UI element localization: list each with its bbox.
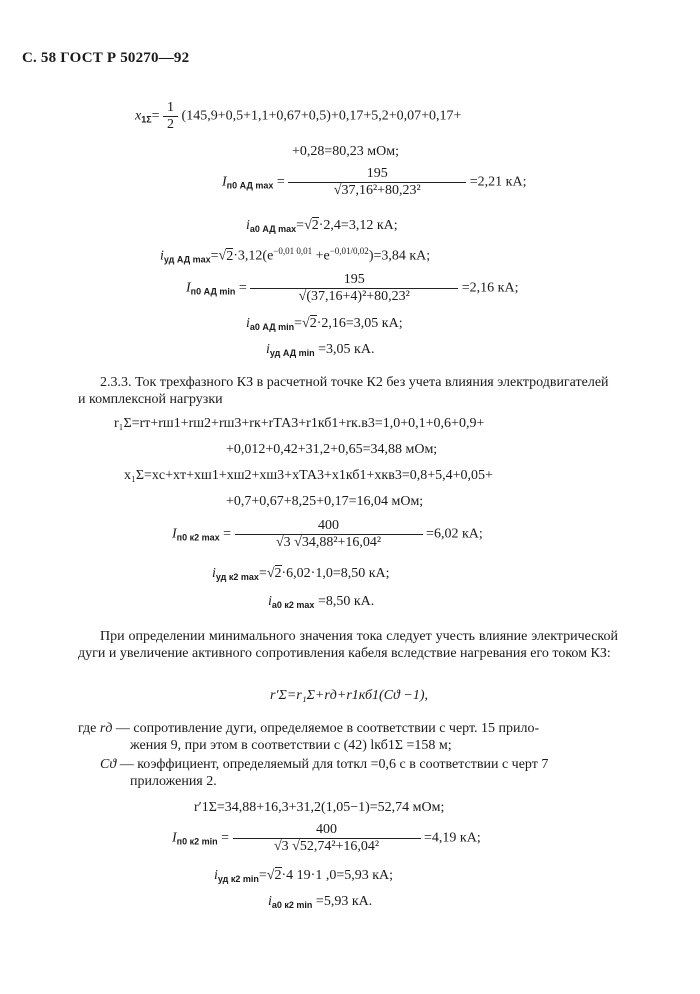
equation-iud-ad-min: $i_{уд АД min} =3,05$ кА.	[266, 342, 375, 358]
equation-x1-sigma-k2-cont: +0,7+0,67+8,25+0,17=16,04 мОм;	[226, 494, 424, 509]
where-item-rd-cont: жения 9, при этом в соответствии с (42) lкб1Σ =158 м;	[130, 738, 452, 753]
equation-iud-ad-max: $i_{уд АД max}=√2\cdot 3,12(e^{-0,01 0,01} +e^{-0,01/0,02})=3,84$ кА;	[160, 246, 431, 265]
equation-iud-k2-min: $i_{уд к2 min}=√2\cdot 4$ 19·1 ,0=5,93 кА;	[214, 868, 394, 884]
equation-ia0-ad-max: $i_{а0 АД max}=√2\cdot 2,4=3,12$ кА;	[246, 218, 398, 234]
equation-r1-sigma: r₁Σ=rт+rш1+rш2+rш3+rк+rТА3+r1кб1+rк.в3=1,0+0,1+0,6+0,9+	[114, 416, 485, 431]
equation-ipo-ad-max: $I_{п0 АД max}$ = $\frac{195}{\text{√37,16²+80,23²}}$ =2,21 кА;	[222, 166, 527, 198]
equation-r1-sigma-cont: +0,012+0,42+31,2+0,65=34,88 мОм;	[226, 442, 438, 457]
equation-ia0-k2-min: $i_{а0 к2 min} =5,93$ кА.	[268, 894, 373, 910]
equation-x1-sigma-cont: +0,28=80,23 мОм;	[292, 144, 400, 159]
equation-r-prime-sigma: r′Σ=r₁Σ+rд+r1кб1(Cϑ −1),	[270, 688, 429, 703]
equation-ipo-k2-min: $I_{п0 к2 min}$ = $\frac{400}{\text{√3 √52,74²+16,04²}}$ =4,19 кА;	[172, 822, 481, 854]
equation-r-prime-value: r′1Σ=34,88+16,3+31,2(1,05−1)=52,74 мОм;	[194, 800, 445, 815]
equation-x1-sigma: $x_{1\Sigma}=$ $\frac{1}{2}$ (145,9+0,5+1,1+0,67+0,5)+0,17+5,2+0,07+0,17+	[135, 100, 462, 132]
page-header: С. 58 ГОСТ Р 50270—92	[22, 50, 190, 66]
equation-ipo-ad-min: $I_{п0 АД min}$ = $\frac{195}{\text{√(37,16+4)²+80,23²}}$ =2,16 кА;	[186, 272, 519, 304]
where-item-ctheta-cont: приложения 2.	[130, 774, 217, 789]
section-2-3-3-text: 2.3.3. Ток трехфазного КЗ в расчетной точке К2 без учета влияния электродвигателей и комплексной нагрузки	[78, 375, 609, 407]
equation-ipo-k2-max: $I_{п0 к2 max}$ = $\frac{400}{\text{√3 √34,88²+16,04²}}$ =6,02 кА;	[172, 518, 483, 550]
equation-iud-k2-max: $i_{уд к2 max}=√2\cdot 6,02\cdot 1,0=8,50$ кА;	[212, 566, 390, 582]
paragraph-min-current: При определении минимального значения тока следует учесть влияние электрической дуги и увеличение активного сопротивления кабеля вследствие нагревания его током КЗ:	[78, 629, 618, 661]
fraction-half: $\frac{1}{2}$	[163, 100, 178, 133]
equation-ia0-k2-max: $i_{а0 к2 max} =8,50$ кА.	[268, 594, 375, 610]
equation-ia0-ad-min: $i_{а0 АД min}=√2\cdot 2,16=3,05$ кА;	[246, 316, 403, 332]
where-item-rd: где rд — сопротивление дуги, определяемое в соответствии с черт. 15 прило-	[78, 721, 540, 736]
where-item-ctheta: Cϑ — коэффициент, определяемый для tоткл =0,6 с в соответствии с черт 7	[100, 757, 549, 772]
equation-x1-sigma-k2: x₁Σ=xс+xт+xш1+xш2+xш3+xТА3+x1кб1+xкв3=0,8+5,4+0,05+	[124, 468, 493, 483]
